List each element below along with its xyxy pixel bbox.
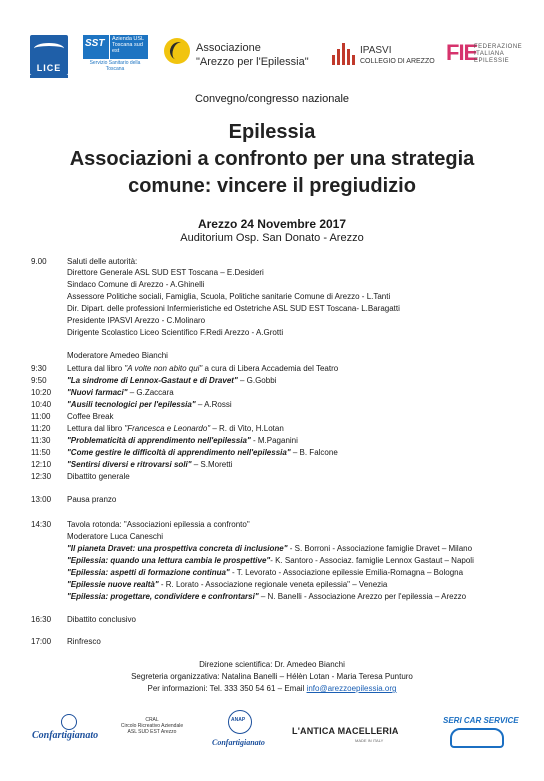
session-speaker: – A.Rossi bbox=[195, 400, 232, 409]
usl-logo bbox=[83, 35, 109, 59]
talk-title: "Epilessia: quando una lettura cambia le prospettive" bbox=[67, 556, 271, 565]
session-title: "Francesca e Leonardo" bbox=[124, 424, 211, 433]
ipasvi-logo-text bbox=[360, 45, 435, 67]
time-label: 9.00 bbox=[31, 257, 47, 266]
lice-logo-strip bbox=[30, 75, 68, 78]
fie-logo-text bbox=[474, 44, 522, 65]
session-speaker: – B. Falcone bbox=[290, 448, 338, 457]
event-venue: Auditorium Osp. San Donato - Arezzo bbox=[180, 232, 364, 244]
session-text: Coffee Break bbox=[67, 412, 114, 421]
moderator-label: Moderatore Amedeo Bianchi bbox=[67, 351, 168, 360]
cral-line1: CRAL bbox=[145, 717, 159, 723]
lice-logo bbox=[30, 35, 68, 75]
antica-macelleria-logo: L'ANTICA MACELLERIA bbox=[292, 726, 399, 736]
secretariat: Segreteria organizzativa: Natalina Banelli – Hélèn Lotan - Maria Teresa Punturo bbox=[131, 672, 413, 681]
time-label: 9:30 bbox=[31, 364, 47, 373]
session-speaker: - M.Paganini bbox=[250, 436, 298, 445]
fie-logo-icon: FIE bbox=[446, 40, 478, 65]
wave-icon bbox=[34, 43, 64, 54]
fie-logo-line3: EPILESSIE bbox=[474, 58, 510, 64]
talk-speaker: - K. Santoro - Associaz. famiglie Lennox Gastaut – Napoli bbox=[270, 556, 474, 565]
confartigianato-logo: Confartigianato bbox=[32, 730, 99, 741]
time-label: 12:10 bbox=[31, 460, 52, 469]
arezzo-logo-line2: "Arezzo per l'Epilessia" bbox=[196, 56, 309, 68]
session-title: "Come gestire le difficoltà di apprendimento nell'epilessia" bbox=[67, 448, 291, 457]
contact-info bbox=[0, 684, 544, 693]
talk-speaker: – N. Banelli - Associazione Arezzo per l'epilessia – Arezzo bbox=[258, 592, 467, 601]
greeting-item: Direttore Generale ASL SUD EST Toscana – E.Desideri bbox=[67, 268, 264, 277]
talk-speaker: - S. Borroni - Associazione famiglie Dravet – Milano bbox=[287, 544, 473, 553]
greetings-heading: Saluti delle autorità: bbox=[67, 257, 138, 266]
time-label: 9:50 bbox=[31, 376, 47, 385]
talk-title: "Epilessie nuove realtà" bbox=[67, 580, 159, 589]
confartigianato-icon bbox=[61, 714, 77, 730]
arezzo-epilessia-logo-icon bbox=[164, 38, 190, 64]
page-subtitle-line2: comune: vincere il pregiudizio bbox=[128, 175, 416, 197]
time-label: 12:30 bbox=[31, 472, 52, 481]
antica-macelleria-sub: MADE IN ITALY bbox=[355, 738, 384, 743]
lice-logo-text: LICE bbox=[36, 63, 62, 73]
greeting-item: Presidente IPASVI Arezzo - C.Molinaro bbox=[67, 316, 206, 325]
session-text: Rinfresco bbox=[67, 637, 101, 646]
talk-title: "Epilessia: aspetti di formazione continua" bbox=[67, 568, 230, 577]
scientific-direction: Direzione scientifica: Dr. Amedeo Bianchi bbox=[199, 660, 345, 669]
session-speaker: – S.Moretti bbox=[191, 460, 233, 469]
session-speaker: – R. di Vito, H.Lotan bbox=[210, 424, 284, 433]
anap-label: ANAP bbox=[231, 717, 246, 723]
session-text: Lettura dal libro bbox=[67, 364, 125, 373]
time-label: 17:00 bbox=[31, 637, 52, 646]
time-label: 16:30 bbox=[31, 615, 52, 624]
session-speaker: – G.Gobbi bbox=[237, 376, 277, 385]
greeting-item: Dirigente Scolastico Liceo Scientifico F.Redi Arezzo - A.Grotti bbox=[67, 328, 284, 337]
greeting-item: Dir. Dipart. delle professioni Infermieristiche ed Ostetriche ASL SUD EST Toscana- L.Baragatti bbox=[67, 304, 400, 313]
time-label: 10:40 bbox=[31, 400, 52, 409]
ipasvi-logo-line2: COLLEGIO DI AREZZO bbox=[360, 58, 435, 65]
session-title: "Nuovi farmaci" bbox=[67, 388, 128, 397]
time-label: 10:20 bbox=[31, 388, 52, 397]
talk-speaker: - T. Levorato - Associazione epilessie Emilia-Romagna – Bologna bbox=[229, 568, 464, 577]
ipasvi-logo-line1: IPASVI bbox=[360, 45, 392, 56]
session-text: Dibattito conclusivo bbox=[67, 615, 136, 624]
confartigianato-anap-logo: Confartigianato bbox=[212, 738, 265, 747]
time-label: 11:20 bbox=[31, 424, 51, 433]
session-text: Lettura dal libro bbox=[67, 424, 125, 433]
fie-logo-line1: FEDERAZIONE bbox=[474, 44, 523, 50]
arezzo-logo-line1: Associazione bbox=[196, 42, 261, 54]
cral-logo bbox=[112, 717, 192, 735]
email-link[interactable]: info@arezzoepilessia.org bbox=[306, 684, 397, 693]
session-speaker: a cura di Libera Accademia del Teatro bbox=[202, 364, 339, 373]
usl-logo-text: SST bbox=[85, 38, 105, 49]
session-speaker: – G.Zaccara bbox=[127, 388, 174, 397]
moderator-label: Moderatore Luca Caneschi bbox=[67, 532, 164, 541]
session-title: "Sentirsi diversi e ritrovarsi soli" bbox=[67, 460, 192, 469]
ipasvi-logo-icon bbox=[330, 43, 356, 65]
event-type: Convegno/congresso nazionale bbox=[194, 93, 350, 105]
talk-speaker: - R. Lorato - Associazione regionale veneta epilessia" – Venezia bbox=[158, 580, 388, 589]
usl-logo-caption: Servizio Sanitario della Toscana bbox=[89, 60, 141, 72]
session-text: Pausa pranzo bbox=[67, 495, 117, 504]
page-subtitle-line1: Associazioni a confronto per una strategia bbox=[69, 148, 475, 170]
time-label: 13:00 bbox=[31, 495, 52, 504]
page-title: Epilessia bbox=[228, 121, 316, 143]
session-text: Dibattito generale bbox=[67, 472, 130, 481]
car-icon bbox=[450, 728, 504, 748]
cral-line3: ASL SUD EST Arezzo bbox=[127, 729, 177, 735]
time-label: 14:30 bbox=[31, 520, 52, 529]
arezzo-epilessia-logo-text bbox=[196, 41, 309, 69]
usl-logo-side: Azienda USL Toscana sud est bbox=[110, 35, 148, 59]
cral-line2: Circolo Ricreativo Aziendale bbox=[120, 723, 184, 729]
session-title: "Ausili tecnologici per l'epilessia" bbox=[67, 400, 196, 409]
round-table-title: Tavola rotonda: "Associazioni epilessia a confronto" bbox=[67, 520, 250, 529]
time-label: 11:50 bbox=[31, 448, 51, 457]
contact-phone: Per informazioni: Tel. 333 350 54 61 – Email bbox=[147, 684, 307, 693]
session-title: "A volte non abito qui" bbox=[124, 364, 203, 373]
time-label: 11:00 bbox=[31, 412, 51, 421]
event-date: Arezzo 24 Novembre 2017 bbox=[197, 217, 347, 231]
session-title: "La sindrome di Lennox-Gastaut e di Dravet" bbox=[67, 376, 238, 385]
seri-car-service-logo: SERI CAR SERVICE bbox=[443, 716, 519, 725]
greeting-item: Assessore Politiche sociali, Famiglia, Scuola, Politiche sanitarie Comune di Arezzo - L.Tanti bbox=[67, 292, 391, 301]
talk-title: "Epilessia: progettare, condividere e confrontarsi" bbox=[67, 592, 259, 601]
fie-logo-line2: ITALIANA bbox=[474, 51, 505, 57]
talk-title: "Il pianeta Dravet: una prospettiva concreta di inclusione" bbox=[67, 544, 288, 553]
time-label: 11:30 bbox=[31, 436, 51, 445]
greeting-item: Sindaco Comune di Arezzo - A.Ghinelli bbox=[67, 280, 205, 289]
session-title: "Problematicità di apprendimento nell'epilessia" bbox=[67, 436, 251, 445]
